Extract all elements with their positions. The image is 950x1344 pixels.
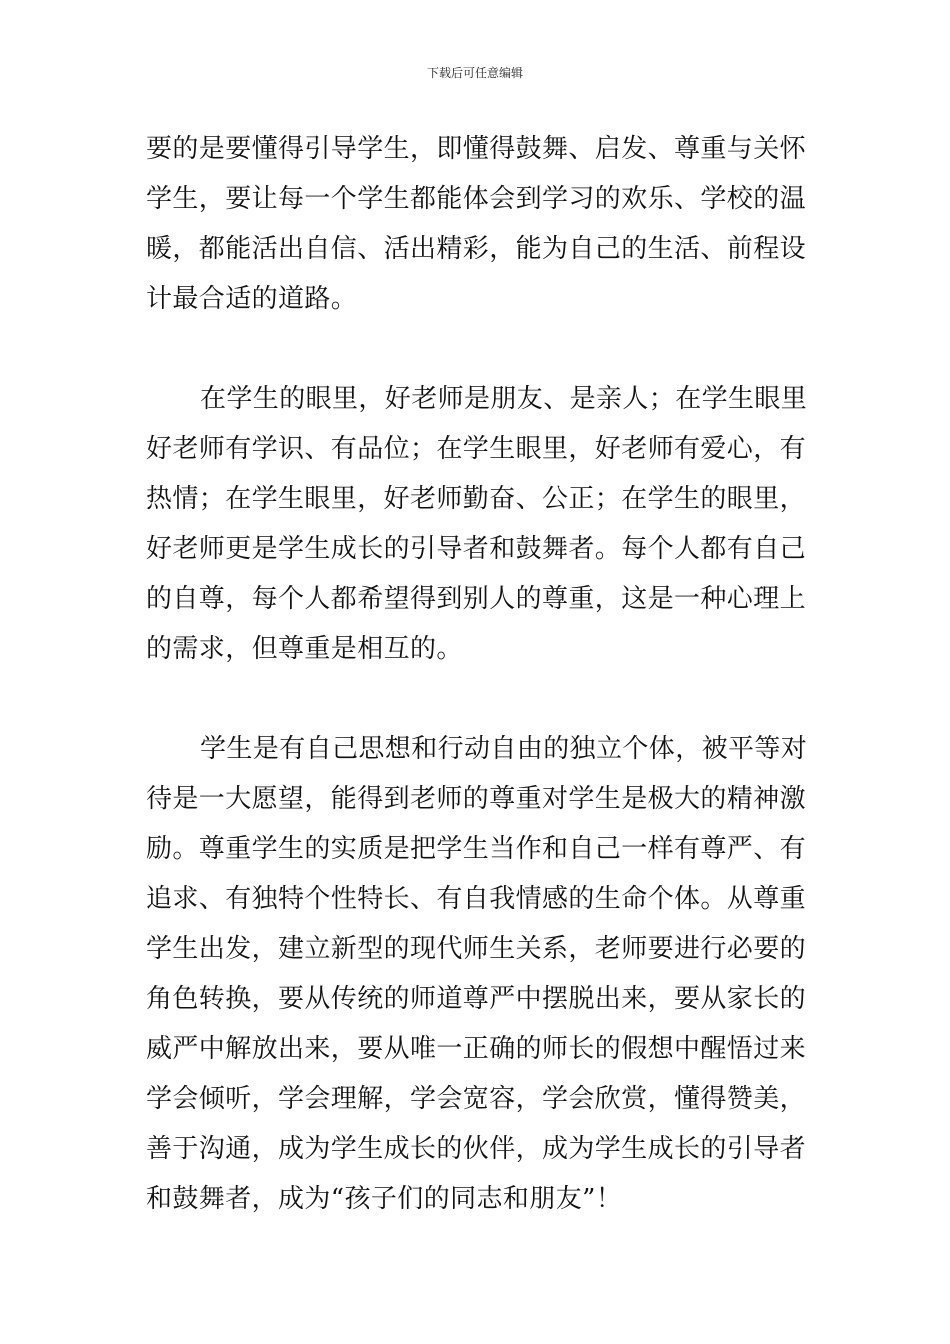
- paragraph-line: 好老师更是学生成长的引导者和鼓舞者。每个人都有自己: [146, 534, 807, 564]
- paragraph-line: 要的是要懂得引导学生，即懂得鼓舞、启发、尊重与关怀: [146, 134, 807, 164]
- paragraph-line: 的自尊，每个人都希望得到别人的尊重，这是一种心理上: [146, 584, 807, 614]
- paragraph-line: 励。尊重学生的实质是把学生当作和自己一样有尊严、有: [146, 834, 807, 864]
- paragraph-3: [146, 724, 811, 1224]
- paragraph-line: 待是一大愿望，能得到老师的尊重对学生是极大的精神激: [146, 784, 807, 814]
- paragraph-line: 善于沟通，成为学生成长的伙伴，成为学生成长的引导者: [146, 1134, 807, 1164]
- paragraph-line: 学生是有自己思想和行动自由的独立个体，被平等对: [200, 734, 808, 764]
- paragraph-line: 计最合适的道路。: [146, 284, 358, 314]
- paragraph-line: 学生，要让每一个学生都能体会到学习的欢乐、学校的温: [146, 184, 807, 214]
- paragraph-line: 暖，都能活出自信、活出精彩，能为自己的生活、前程设: [146, 234, 807, 264]
- paragraph-line: 追求、有独特个性特长、有自我情感的生命个体。从尊重: [146, 884, 807, 914]
- paragraph-line: 学生出发，建立新型的现代师生关系，老师要进行必要的: [146, 934, 807, 964]
- paragraph-line: 角色转换，要从传统的师道尊严中摆脱出来，要从家长的: [146, 984, 807, 1014]
- paragraph-line: 威严中解放出来，要从唯一正确的师长的假想中醒悟过来: [146, 1034, 807, 1064]
- paragraph-line: 学会倾听，学会理解，学会宽容，学会欣赏，懂得赞美，: [146, 1084, 807, 1114]
- paragraph-spacer: [146, 324, 811, 374]
- paragraph-1: [146, 124, 811, 324]
- paragraph-line: 在学生的眼里，好老师是朋友、是亲人；在学生眼里: [200, 384, 808, 414]
- paragraph-line: 的需求，但尊重是相互的。: [146, 634, 463, 664]
- paragraph-line: 好老师有学识、有品位；在学生眼里，好老师有爱心，有: [146, 434, 807, 464]
- page-header: 下载后可任意编辑: [426, 66, 523, 80]
- paragraph-line: 热情；在学生眼里，好老师勤奋、公正；在学生的眼里，: [146, 484, 807, 514]
- paragraph-spacer: [146, 674, 811, 724]
- paragraph-2: [146, 374, 811, 674]
- paragraph-line: 和鼓舞者，成为“孩子们的同志和朋友”！: [146, 1184, 623, 1214]
- document-body: [146, 124, 811, 1224]
